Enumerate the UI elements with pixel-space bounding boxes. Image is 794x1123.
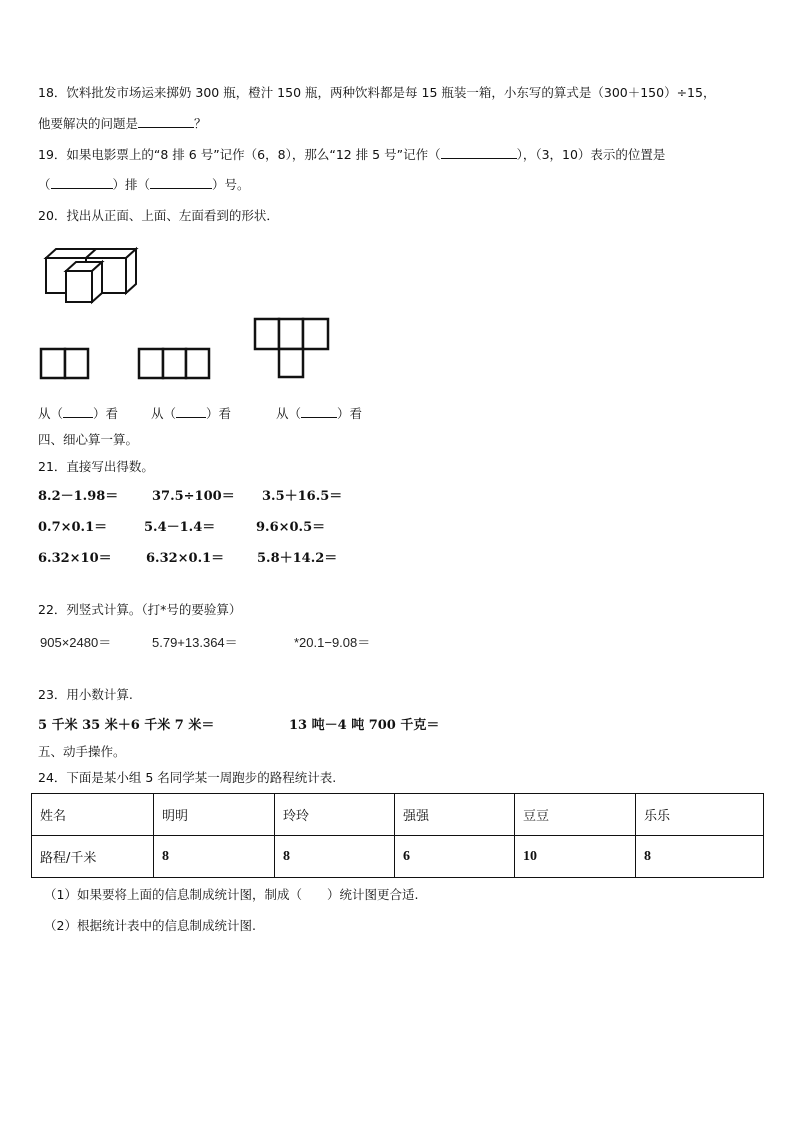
q19-line1-text: 19．如果电影票上的“8 排 6 号”记作（6，8），那么“12 排 5 号”记作（	[38, 147, 441, 162]
view-label-a-post: ）看	[93, 406, 119, 421]
q19-line2	[38, 176, 250, 194]
q21-item: 37.5÷100＝	[152, 489, 235, 504]
section-5-heading: 五、动手操作。	[38, 744, 126, 759]
q24-text: 24．下面是某小组 5 名同学某一周跑步的路程统计表.	[38, 770, 337, 785]
q18-line2-text: 他要解决的问题是	[38, 116, 139, 131]
table-header-cell: 乐乐	[636, 794, 764, 836]
table-row	[32, 836, 764, 878]
table-cell: 8	[636, 836, 764, 878]
q19-line1	[38, 146, 665, 164]
view-shape-a	[39, 347, 91, 381]
q21-item: 6.32×0.1＝	[146, 551, 225, 566]
table-header-cell: 玲玲	[275, 794, 395, 836]
q18-line1: 18．饮料批发市场运来掷奶 300 瓶，橙汁 150 瓶，两种饮料都是每 15 瓶装一箱，小东写的算式是（300＋150）÷15，	[38, 85, 716, 100]
q19-blank-2[interactable]	[51, 176, 113, 189]
view-blank-a[interactable]	[63, 405, 93, 418]
q23-item: 13 吨－4 吨 700 千克＝	[289, 718, 440, 733]
q22-item: 5.79+13.364＝	[152, 635, 238, 650]
view-label-c-post: ）看	[337, 406, 363, 421]
q21-item: 8.2－1.98＝	[38, 489, 119, 504]
q19-line1-end: ），（3，10）表示的位置是	[516, 147, 666, 162]
q21-item: 0.7×0.1＝	[38, 520, 108, 535]
table-row	[32, 794, 764, 836]
q21-item: 5.4－1.4＝	[144, 520, 216, 535]
view-label-c	[276, 405, 362, 423]
view-label-a	[38, 405, 118, 423]
q18-line2-end: ？	[194, 116, 207, 131]
view-blank-c[interactable]	[301, 405, 337, 418]
q19-line2-b: ）排（	[112, 177, 151, 192]
cube-stack-figure	[40, 243, 150, 308]
q22-text: 22．列竖式计算。（打*号的要验算）	[38, 602, 242, 617]
running-distance-table	[31, 793, 764, 878]
q19-blank-3[interactable]	[150, 176, 212, 189]
q23-item: 5 千米 35 米＋6 千米 7 米＝	[38, 718, 215, 733]
q19-line2-c: ）号。	[212, 177, 250, 192]
view-label-c-pre: 从（	[276, 406, 302, 421]
table-cell: 8	[154, 836, 275, 878]
view-shape-c	[253, 317, 333, 381]
table-cell: 6	[395, 836, 515, 878]
table-cell: 10	[515, 836, 636, 878]
view-label-b-post: ）看	[206, 406, 232, 421]
view-label-b-pre: 从（	[151, 406, 177, 421]
table-cell: 8	[275, 836, 395, 878]
q18-line2	[38, 115, 207, 133]
q21-item: 5.8＋14.2＝	[257, 551, 338, 566]
q19-line2-a: （	[38, 177, 51, 192]
q22-item: 905×2480＝	[40, 635, 112, 650]
q19-blank-1[interactable]	[441, 146, 517, 159]
view-label-a-pre: 从（	[38, 406, 64, 421]
table-header-cell: 明明	[154, 794, 275, 836]
q21-item: 3.5＋16.5＝	[262, 489, 343, 504]
table-row-label: 路程/千米	[32, 836, 154, 878]
table-header-cell: 姓名	[32, 794, 154, 836]
q22-item: *20.1−9.08＝	[294, 635, 371, 650]
q21-item: 9.6×0.5＝	[256, 520, 326, 535]
q24-sub1: （1）如果要将上面的信息制成统计图，制成（ ）统计图更合适.	[44, 887, 419, 902]
table-header-cell: 豆豆	[515, 794, 636, 836]
table-header-cell: 强强	[395, 794, 515, 836]
q23-text: 23．用小数计算.	[38, 687, 133, 702]
q20-text: 20．找出从正面、上面、左面看到的形状．	[38, 208, 279, 223]
view-shape-b	[137, 347, 213, 381]
q18-answer-blank[interactable]	[138, 115, 194, 128]
q21-item: 6.32×10＝	[38, 551, 112, 566]
view-label-b	[151, 405, 231, 423]
q24-sub2: （2）根据统计表中的信息制成统计图.	[44, 918, 256, 933]
section-4-heading: 四、细心算一算。	[38, 432, 139, 447]
q21-text: 21．直接写出得数。	[38, 459, 154, 474]
view-blank-b[interactable]	[176, 405, 206, 418]
